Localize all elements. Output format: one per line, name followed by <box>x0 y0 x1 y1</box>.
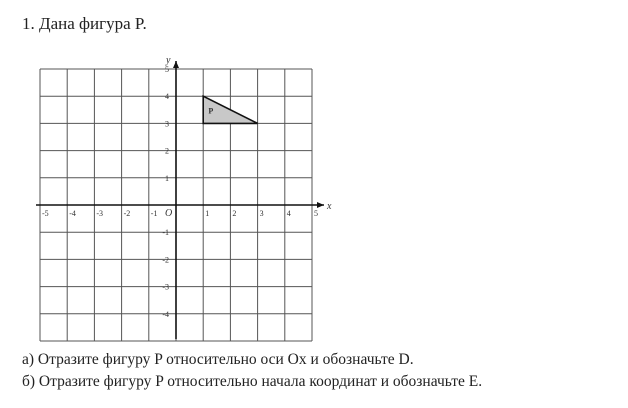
x-tick-label: -5 <box>42 209 49 218</box>
x-tick-label: 5 <box>314 209 318 218</box>
y-axis-arrow <box>173 61 179 68</box>
task-b: б) Отразите фигуру P относительно начала координат и обозначьте E. <box>22 373 483 390</box>
x-tick-label: -3 <box>96 209 104 218</box>
x-tick-label: -1 <box>150 209 158 218</box>
y-tick-label: -2 <box>162 255 169 265</box>
y-tick-label: 4 <box>165 92 169 102</box>
task-a: а) Отразите фигуру P относительно оси Ox и обозначьте D. <box>22 351 414 368</box>
x-axis-label: x <box>327 201 332 212</box>
x-tick-label: 1 <box>205 209 210 218</box>
problem-title: 1. Дана фигура P. <box>22 14 147 33</box>
origin-label: O <box>165 208 173 219</box>
y-tick-label: -1 <box>162 228 169 238</box>
figure-label: P <box>208 106 214 116</box>
y-tick-label: 3 <box>165 119 169 129</box>
y-tick-label: 5 <box>165 65 169 74</box>
x-axis-arrow <box>317 202 324 208</box>
tick-labels <box>42 55 332 319</box>
x-tick-label: 2 <box>232 209 237 218</box>
y-tick-label: -3 <box>162 282 169 292</box>
axes <box>36 61 324 339</box>
x-tick-label: 4 <box>286 209 291 218</box>
y-tick-label: 2 <box>165 146 169 156</box>
y-tick-label: -4 <box>162 309 169 319</box>
y-tick-label: 1 <box>165 173 169 183</box>
x-tick-label: -4 <box>69 209 76 218</box>
x-tick-label: 3 <box>259 209 264 218</box>
y-axis-label: y <box>166 55 171 66</box>
x-tick-label: -2 <box>123 209 131 218</box>
